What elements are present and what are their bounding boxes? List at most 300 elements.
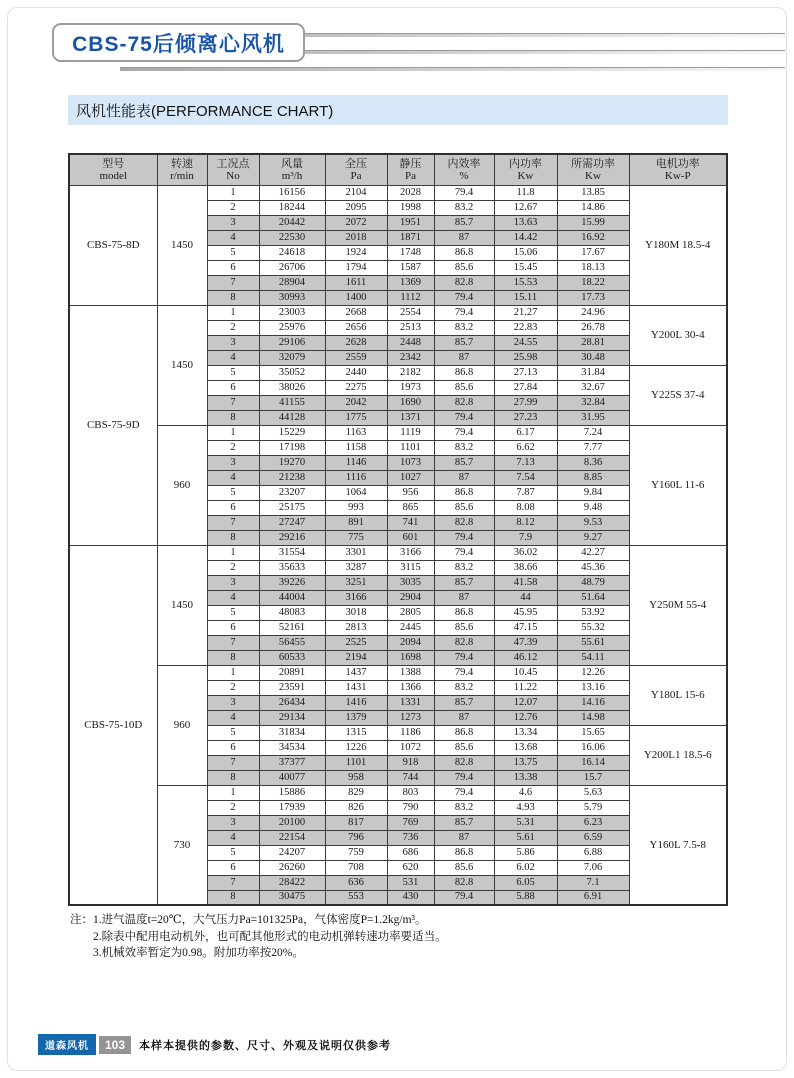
cell-total-pressure: 2275 — [325, 380, 387, 395]
motor-cell: Y200L1 18.5-6 — [629, 725, 727, 785]
col-header-line2: Pa — [350, 169, 362, 182]
col-header — [629, 154, 727, 185]
cell-flow: 25175 — [259, 500, 325, 515]
col-header-line1: 所需功率 — [571, 157, 615, 170]
cell-internal-power: 24.55 — [494, 335, 557, 350]
cell-required-power: 7.1 — [557, 875, 629, 890]
cell-condition-no: 3 — [207, 695, 259, 710]
cell-internal-power: 6.05 — [494, 875, 557, 890]
cell-internal-power: 13.63 — [494, 215, 557, 230]
cell-condition-no: 7 — [207, 275, 259, 290]
cell-required-power: 14.98 — [557, 710, 629, 725]
cell-efficiency: 82.8 — [434, 875, 494, 890]
cell-condition-no: 2 — [207, 440, 259, 455]
cell-efficiency: 87 — [434, 470, 494, 485]
cell-condition-no: 5 — [207, 245, 259, 260]
cell-total-pressure: 1163 — [325, 425, 387, 440]
cell-efficiency: 85.6 — [434, 860, 494, 875]
cell-internal-power: 36.02 — [494, 545, 557, 560]
cell-total-pressure: 636 — [325, 875, 387, 890]
cell-required-power: 5.79 — [557, 800, 629, 815]
cell-static-pressure: 1369 — [387, 275, 434, 290]
cell-internal-power: 11.8 — [494, 185, 557, 200]
rpm-cell: 1450 — [157, 545, 207, 665]
cell-total-pressure: 1611 — [325, 275, 387, 290]
cell-internal-power: 6.62 — [494, 440, 557, 455]
cell-required-power: 7.77 — [557, 440, 629, 455]
cell-required-power: 55.61 — [557, 635, 629, 650]
col-header-line1: 全压 — [345, 157, 367, 170]
model-cell: CBS-75-8D — [69, 185, 157, 305]
cell-internal-power: 13.38 — [494, 770, 557, 785]
cell-internal-power: 5.88 — [494, 890, 557, 905]
cell-total-pressure: 2525 — [325, 635, 387, 650]
cell-total-pressure: 3287 — [325, 560, 387, 575]
cell-condition-no: 1 — [207, 785, 259, 800]
cell-required-power: 9.84 — [557, 485, 629, 500]
motor-cell: Y180M 18.5-4 — [629, 185, 727, 305]
cell-condition-no: 8 — [207, 290, 259, 305]
cell-efficiency: 85.6 — [434, 620, 494, 635]
cell-static-pressure: 1698 — [387, 650, 434, 665]
cell-total-pressure: 2813 — [325, 620, 387, 635]
footer-disclaimer: 本样本提供的参数、尺寸、外观及说明仅供参考 — [139, 1039, 392, 1052]
cell-internal-power: 7.54 — [494, 470, 557, 485]
cell-flow: 29216 — [259, 530, 325, 545]
section-title: 风机性能表(PERFORMANCE CHART) — [76, 102, 334, 120]
notes-lines — [93, 912, 447, 962]
cell-total-pressure: 796 — [325, 830, 387, 845]
cell-required-power: 9.48 — [557, 500, 629, 515]
cell-required-power: 45.36 — [557, 560, 629, 575]
col-header-line1: 内效率 — [447, 157, 481, 170]
cell-efficiency: 79.4 — [434, 185, 494, 200]
cell-static-pressure: 865 — [387, 500, 434, 515]
cell-efficiency: 82.8 — [434, 395, 494, 410]
cell-total-pressure: 3301 — [325, 545, 387, 560]
cell-required-power: 12.26 — [557, 665, 629, 680]
cell-static-pressure: 2094 — [387, 635, 434, 650]
cell-static-pressure: 1119 — [387, 425, 434, 440]
cell-internal-power: 45.95 — [494, 605, 557, 620]
cell-internal-power: 27.99 — [494, 395, 557, 410]
page-number-badge: 103 — [99, 1036, 131, 1054]
col-header-line2: Pa — [405, 169, 416, 182]
cell-required-power: 18.22 — [557, 275, 629, 290]
cell-efficiency: 83.2 — [434, 200, 494, 215]
cell-flow: 29106 — [259, 335, 325, 350]
col-header-line2: r/min — [170, 169, 194, 182]
motor-cell: Y180L 15-6 — [629, 665, 727, 725]
cell-total-pressure: 891 — [325, 515, 387, 530]
cell-efficiency: 85.6 — [434, 500, 494, 515]
cell-static-pressure: 1027 — [387, 470, 434, 485]
cell-static-pressure: 918 — [387, 755, 434, 770]
cell-required-power: 13.16 — [557, 680, 629, 695]
col-header — [207, 154, 259, 185]
cell-efficiency: 85.7 — [434, 335, 494, 350]
col-header — [157, 154, 207, 185]
cell-required-power: 15.99 — [557, 215, 629, 230]
cell-required-power: 55.32 — [557, 620, 629, 635]
cell-flow: 20891 — [259, 665, 325, 680]
cell-static-pressure: 2904 — [387, 590, 434, 605]
cell-flow: 38026 — [259, 380, 325, 395]
cell-internal-power: 13.34 — [494, 725, 557, 740]
cell-condition-no: 8 — [207, 770, 259, 785]
cell-internal-power: 47.39 — [494, 635, 557, 650]
cell-flow: 34534 — [259, 740, 325, 755]
cell-total-pressure: 3166 — [325, 590, 387, 605]
cell-total-pressure: 1146 — [325, 455, 387, 470]
cell-efficiency: 85.7 — [434, 815, 494, 830]
cell-flow: 35633 — [259, 560, 325, 575]
cell-static-pressure: 430 — [387, 890, 434, 905]
cell-condition-no: 4 — [207, 470, 259, 485]
cell-efficiency: 79.4 — [434, 665, 494, 680]
cell-required-power: 48.79 — [557, 575, 629, 590]
cell-required-power: 6.59 — [557, 830, 629, 845]
cell-condition-no: 2 — [207, 800, 259, 815]
cell-efficiency: 87 — [434, 590, 494, 605]
cell-condition-no: 4 — [207, 230, 259, 245]
cell-total-pressure: 553 — [325, 890, 387, 905]
col-header-line2: No — [226, 169, 240, 182]
model-cell: CBS-75-9D — [69, 305, 157, 545]
cell-static-pressure: 1366 — [387, 680, 434, 695]
cell-flow: 19270 — [259, 455, 325, 470]
cell-efficiency: 85.7 — [434, 575, 494, 590]
cell-static-pressure: 744 — [387, 770, 434, 785]
motor-cell: Y160L 7.5-8 — [629, 785, 727, 905]
col-header — [387, 154, 434, 185]
cell-internal-power: 12.76 — [494, 710, 557, 725]
cell-condition-no: 1 — [207, 545, 259, 560]
cell-flow: 56455 — [259, 635, 325, 650]
cell-efficiency: 85.6 — [434, 740, 494, 755]
rpm-cell: 960 — [157, 425, 207, 545]
cell-static-pressure: 686 — [387, 845, 434, 860]
cell-condition-no: 3 — [207, 575, 259, 590]
cell-internal-power: 15.06 — [494, 245, 557, 260]
cell-total-pressure: 759 — [325, 845, 387, 860]
cell-static-pressure: 531 — [387, 875, 434, 890]
cell-total-pressure: 1226 — [325, 740, 387, 755]
col-header — [494, 154, 557, 185]
cell-total-pressure: 3018 — [325, 605, 387, 620]
cell-flow: 17198 — [259, 440, 325, 455]
cell-efficiency: 79.4 — [434, 545, 494, 560]
cell-efficiency: 79.4 — [434, 650, 494, 665]
cell-static-pressure: 1973 — [387, 380, 434, 395]
cell-static-pressure: 1587 — [387, 260, 434, 275]
cell-efficiency: 82.8 — [434, 635, 494, 650]
cell-required-power: 16.92 — [557, 230, 629, 245]
cell-static-pressure: 2445 — [387, 620, 434, 635]
cell-flow: 37377 — [259, 755, 325, 770]
cell-static-pressure: 1101 — [387, 440, 434, 455]
cell-internal-power: 5.61 — [494, 830, 557, 845]
table-body — [69, 185, 727, 905]
col-header-line2: Kw — [517, 169, 534, 182]
rpm-cell: 1450 — [157, 305, 207, 425]
cell-flow: 60533 — [259, 650, 325, 665]
col-header-line1: 内功率 — [509, 157, 542, 170]
cell-internal-power: 46.12 — [494, 650, 557, 665]
cell-flow: 21238 — [259, 470, 325, 485]
cell-condition-no: 5 — [207, 365, 259, 380]
cell-flow: 17939 — [259, 800, 325, 815]
cell-efficiency: 83.2 — [434, 440, 494, 455]
cell-efficiency: 79.4 — [434, 890, 494, 905]
cell-flow: 23591 — [259, 680, 325, 695]
col-header-line1: 型号 — [102, 157, 125, 170]
cell-condition-no: 7 — [207, 515, 259, 530]
section-title-banner — [68, 95, 728, 125]
cell-condition-no: 8 — [207, 650, 259, 665]
cell-static-pressure: 2182 — [387, 365, 434, 380]
col-header-line1: 电机功率 — [655, 157, 700, 170]
cell-total-pressure: 2440 — [325, 365, 387, 380]
cell-total-pressure: 775 — [325, 530, 387, 545]
motor-cell: Y200L 30-4 — [629, 305, 727, 365]
cell-required-power: 26.78 — [557, 320, 629, 335]
header-rule-line — [120, 67, 785, 71]
cell-internal-power: 5.31 — [494, 815, 557, 830]
cell-condition-no: 6 — [207, 620, 259, 635]
cell-efficiency: 79.4 — [434, 290, 494, 305]
notes — [70, 912, 447, 962]
cell-flow: 48083 — [259, 605, 325, 620]
cell-required-power: 51.64 — [557, 590, 629, 605]
cell-required-power: 32.84 — [557, 395, 629, 410]
col-header-line1: 转速 — [171, 157, 193, 170]
col-header-line2: Kw-P — [664, 169, 691, 182]
rpm-cell: 730 — [157, 785, 207, 905]
cell-required-power: 14.16 — [557, 695, 629, 710]
table-row — [69, 545, 727, 560]
cell-flow: 31554 — [259, 545, 325, 560]
cell-internal-power: 7.87 — [494, 485, 557, 500]
cell-static-pressure: 1871 — [387, 230, 434, 245]
cell-condition-no: 2 — [207, 320, 259, 335]
col-header-line2: Kw — [585, 169, 601, 182]
cell-internal-power: 11.22 — [494, 680, 557, 695]
performance-table-wrap — [68, 153, 728, 906]
page-title: CBS-75后倾离心风机 — [72, 32, 285, 56]
cell-efficiency: 85.7 — [434, 215, 494, 230]
cell-total-pressure: 829 — [325, 785, 387, 800]
cell-condition-no: 3 — [207, 455, 259, 470]
table-row — [69, 305, 727, 320]
performance-table — [68, 153, 728, 906]
cell-flow: 26434 — [259, 695, 325, 710]
cell-total-pressure: 1775 — [325, 410, 387, 425]
cell-static-pressure: 803 — [387, 785, 434, 800]
cell-condition-no: 8 — [207, 410, 259, 425]
col-header-line2: model — [99, 169, 127, 182]
cell-efficiency: 86.8 — [434, 725, 494, 740]
cell-total-pressure: 1064 — [325, 485, 387, 500]
cell-static-pressure: 769 — [387, 815, 434, 830]
cell-internal-power: 8.08 — [494, 500, 557, 515]
rpm-cell: 960 — [157, 665, 207, 785]
table-row — [69, 425, 727, 440]
cell-condition-no: 4 — [207, 830, 259, 845]
cell-efficiency: 86.8 — [434, 845, 494, 860]
cell-required-power: 32.67 — [557, 380, 629, 395]
cell-static-pressure: 2513 — [387, 320, 434, 335]
cell-efficiency: 83.2 — [434, 560, 494, 575]
cell-internal-power: 13.75 — [494, 755, 557, 770]
cell-efficiency: 87 — [434, 830, 494, 845]
cell-total-pressure: 817 — [325, 815, 387, 830]
cell-required-power: 42.27 — [557, 545, 629, 560]
cell-static-pressure: 1371 — [387, 410, 434, 425]
cell-static-pressure: 2805 — [387, 605, 434, 620]
cell-required-power: 30.48 — [557, 350, 629, 365]
cell-total-pressure: 2668 — [325, 305, 387, 320]
col-header-line1: 静压 — [399, 157, 422, 170]
cell-internal-power: 10.45 — [494, 665, 557, 680]
cell-flow: 15886 — [259, 785, 325, 800]
cell-required-power: 16.06 — [557, 740, 629, 755]
cell-flow: 15229 — [259, 425, 325, 440]
cell-total-pressure: 2656 — [325, 320, 387, 335]
cell-total-pressure: 1379 — [325, 710, 387, 725]
col-header — [259, 154, 325, 185]
cell-required-power: 5.63 — [557, 785, 629, 800]
cell-flow: 20100 — [259, 815, 325, 830]
cell-required-power: 6.88 — [557, 845, 629, 860]
cell-flow: 26260 — [259, 860, 325, 875]
cell-static-pressure: 3166 — [387, 545, 434, 560]
cell-total-pressure: 2095 — [325, 200, 387, 215]
cell-condition-no: 1 — [207, 305, 259, 320]
cell-condition-no: 3 — [207, 335, 259, 350]
cell-total-pressure: 2104 — [325, 185, 387, 200]
cell-required-power: 8.36 — [557, 455, 629, 470]
cell-required-power: 28.81 — [557, 335, 629, 350]
cell-condition-no: 2 — [207, 560, 259, 575]
cell-internal-power: 38.66 — [494, 560, 557, 575]
cell-efficiency: 83.2 — [434, 320, 494, 335]
cell-static-pressure: 3115 — [387, 560, 434, 575]
cell-total-pressure: 708 — [325, 860, 387, 875]
cell-condition-no: 4 — [207, 350, 259, 365]
cell-flow: 41155 — [259, 395, 325, 410]
cell-static-pressure: 2554 — [387, 305, 434, 320]
cell-flow: 52161 — [259, 620, 325, 635]
cell-static-pressure: 1388 — [387, 665, 434, 680]
cell-efficiency: 83.2 — [434, 680, 494, 695]
cell-flow: 27247 — [259, 515, 325, 530]
cell-internal-power: 13.68 — [494, 740, 557, 755]
cell-total-pressure: 958 — [325, 770, 387, 785]
cell-flow: 29134 — [259, 710, 325, 725]
cell-total-pressure: 1437 — [325, 665, 387, 680]
col-header-line2: m³/h — [281, 169, 303, 182]
cell-static-pressure: 1273 — [387, 710, 434, 725]
cell-total-pressure: 2194 — [325, 650, 387, 665]
cell-static-pressure: 1748 — [387, 245, 434, 260]
table-row — [69, 785, 727, 800]
cell-internal-power: 15.45 — [494, 260, 557, 275]
cell-efficiency: 83.2 — [434, 800, 494, 815]
cell-static-pressure: 1690 — [387, 395, 434, 410]
notes-prefix: 注： — [70, 914, 93, 926]
col-header-line2: % — [459, 169, 469, 182]
cell-internal-power: 8.12 — [494, 515, 557, 530]
cell-condition-no: 8 — [207, 890, 259, 905]
cell-total-pressure: 1116 — [325, 470, 387, 485]
cell-efficiency: 86.8 — [434, 605, 494, 620]
model-cell: CBS-75-10D — [69, 545, 157, 905]
cell-required-power: 17.67 — [557, 245, 629, 260]
col-header-line1: 风量 — [281, 157, 303, 170]
cell-static-pressure: 1331 — [387, 695, 434, 710]
col-header — [557, 154, 629, 185]
cell-internal-power: 6.02 — [494, 860, 557, 875]
cell-efficiency: 79.4 — [434, 425, 494, 440]
cell-internal-power: 14.42 — [494, 230, 557, 245]
cell-efficiency: 85.7 — [434, 695, 494, 710]
cell-total-pressure: 1794 — [325, 260, 387, 275]
cell-required-power: 7.06 — [557, 860, 629, 875]
rpm-cell: 1450 — [157, 185, 207, 305]
cell-internal-power: 22.83 — [494, 320, 557, 335]
cell-required-power: 16.14 — [557, 755, 629, 770]
cell-condition-no: 1 — [207, 665, 259, 680]
col-header — [434, 154, 494, 185]
col-header-line1: 工况点 — [216, 157, 250, 170]
cell-required-power: 7.24 — [557, 425, 629, 440]
cell-static-pressure: 2342 — [387, 350, 434, 365]
cell-condition-no: 4 — [207, 590, 259, 605]
cell-total-pressure: 2042 — [325, 395, 387, 410]
cell-condition-no: 4 — [207, 710, 259, 725]
cell-efficiency: 79.4 — [434, 530, 494, 545]
cell-internal-power: 25.98 — [494, 350, 557, 365]
cell-total-pressure: 2018 — [325, 230, 387, 245]
cell-static-pressure: 736 — [387, 830, 434, 845]
cell-efficiency: 87 — [434, 230, 494, 245]
cell-efficiency: 86.8 — [434, 485, 494, 500]
cell-efficiency: 86.8 — [434, 365, 494, 380]
cell-total-pressure: 1924 — [325, 245, 387, 260]
cell-static-pressure: 790 — [387, 800, 434, 815]
cell-flow: 16156 — [259, 185, 325, 200]
cell-condition-no: 5 — [207, 725, 259, 740]
cell-flow: 39226 — [259, 575, 325, 590]
cell-required-power: 9.53 — [557, 515, 629, 530]
cell-internal-power: 27.84 — [494, 380, 557, 395]
cell-static-pressure: 620 — [387, 860, 434, 875]
cell-flow: 23003 — [259, 305, 325, 320]
cell-internal-power: 47.15 — [494, 620, 557, 635]
cell-flow: 32079 — [259, 350, 325, 365]
cell-internal-power: 15.11 — [494, 290, 557, 305]
cell-flow: 40077 — [259, 770, 325, 785]
col-header — [69, 154, 157, 185]
cell-required-power: 31.95 — [557, 410, 629, 425]
cell-static-pressure: 1186 — [387, 725, 434, 740]
cell-static-pressure: 3035 — [387, 575, 434, 590]
cell-flow: 22530 — [259, 230, 325, 245]
cell-internal-power: 4.6 — [494, 785, 557, 800]
cell-required-power: 31.84 — [557, 365, 629, 380]
cell-flow: 23207 — [259, 485, 325, 500]
